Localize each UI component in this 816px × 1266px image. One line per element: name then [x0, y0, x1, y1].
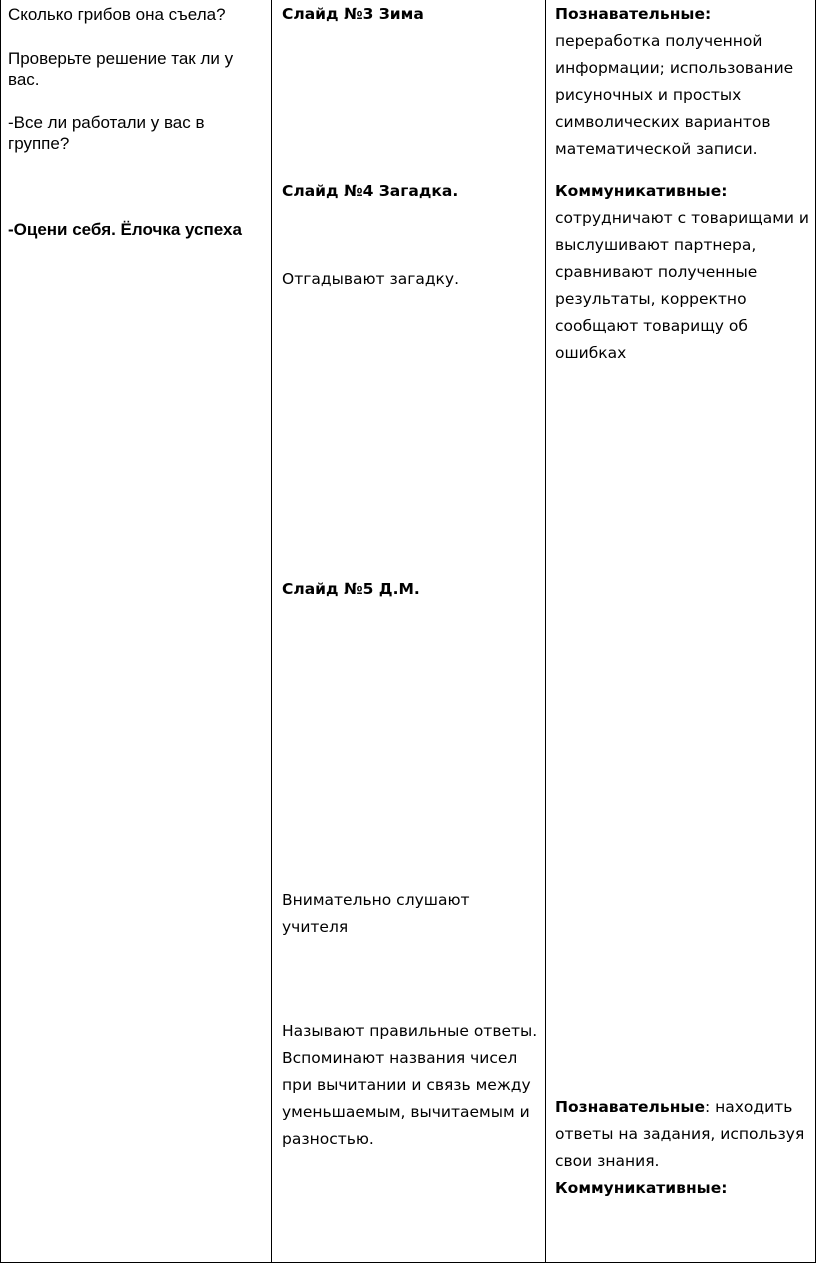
communicative-heading-2: Коммуникативные: — [555, 1179, 728, 1197]
column-divider-2 — [545, 0, 546, 1262]
cognitive-heading-2: Познавательные — [555, 1098, 705, 1116]
column-divider-1 — [271, 0, 272, 1262]
table-border-left — [0, 0, 1, 1262]
group-work-question: -Все ли работали у вас в группе? — [8, 113, 205, 153]
riddle-text: Отгадывают загадку. — [282, 270, 460, 288]
cognitive-text-2: : находить ответы на задания, используя свои знания. — [555, 1098, 805, 1170]
table-border-bottom — [0, 1262, 816, 1263]
check-solution-text: Проверьте решение так ли у вас. — [8, 49, 234, 89]
cognitive-heading: Познавательные: — [555, 5, 712, 23]
communicative-block — [555, 178, 813, 367]
answers-text: Называют правильные ответы. Вспоминают названия чисел при вычитании и связь между уменьшаемым, вычитаемым и разностью. — [282, 1022, 538, 1148]
cognitive-block — [555, 1, 813, 163]
cognitive-block-2 — [555, 1094, 813, 1175]
self-assessment-text: -Оцени себя. Ёлочка успеха — [8, 220, 242, 239]
listen-teacher-text: Внимательно слушают учителя — [282, 891, 470, 936]
slide-5-heading: Слайд №5 Д.М. — [282, 580, 420, 598]
question-mushrooms: Сколько грибов она съела? — [8, 5, 226, 24]
cognitive-text: переработка полученной информации; использование рисуночных и простых символических вариантов математической записи. — [555, 32, 794, 158]
communicative-text: сотрудничают с товарищами и выслушивают партнера, сравнивают полученные результаты, корректно сообщают товарищу об ошибках — [555, 209, 810, 362]
slide-3-heading: Слайд №3 Зима — [282, 5, 424, 23]
slide-4-heading: Слайд №4 Загадка. — [282, 182, 459, 200]
communicative-heading: Коммуникативные: — [555, 182, 728, 200]
